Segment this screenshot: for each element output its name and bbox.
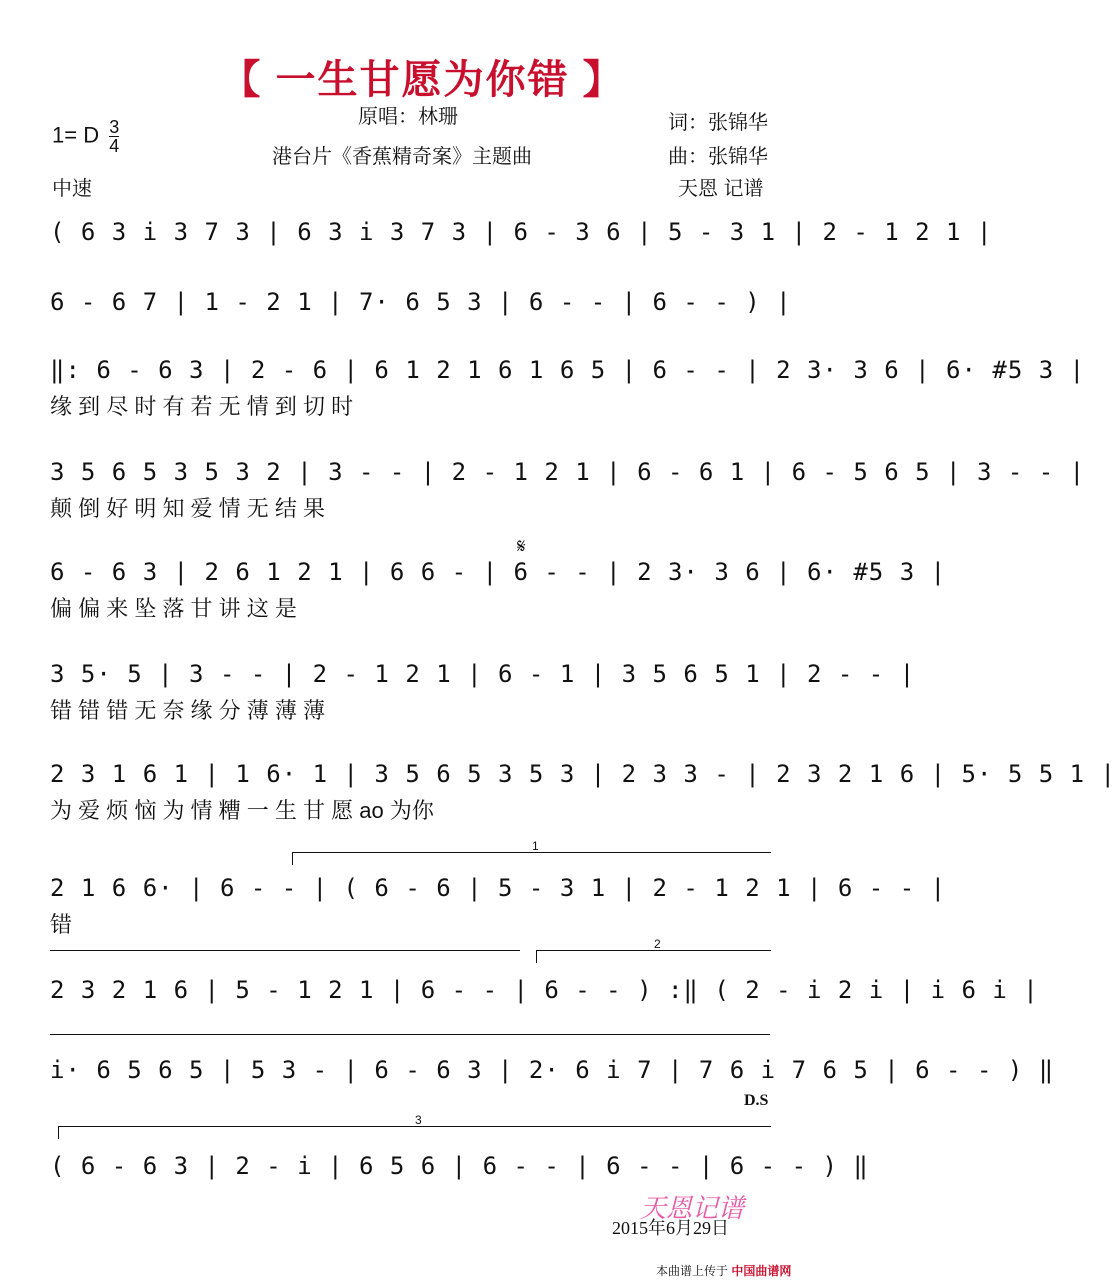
date: 2015年6月29日 — [612, 1218, 729, 1238]
score-row-8 — [0, 874, 947, 944]
score-row-6-lyrics: 错 错 错 无 奈 缘 分 薄 薄 薄 — [50, 698, 326, 723]
score-row-9 — [0, 976, 1039, 1046]
footer-prefix: 本曲谱上传于 — [656, 1264, 729, 1278]
score-row-1-notes: ( 6 3 i 3 7 3 | 6 3 i 3 7 3 | 6 - 3 6 | 5 - 3 1 | 2 - 1 2 1 | — [50, 218, 993, 246]
source-film: 港台片《香蕉精奇案》主题曲 — [272, 146, 532, 168]
score-row-8-notes: 2 1 6 6· | 6 - - | ( 6 - 6 | 5 - 3 1 | 2 - 1 2 1 | 6 - - | — [50, 874, 947, 902]
volta-2-bracket — [536, 937, 771, 963]
volta-2-continuation — [50, 1034, 770, 1035]
site-logo[interactable]: 中国曲谱网 — [731, 1264, 792, 1278]
score-row-4-lyrics: 颠 倒 好 明 知 爱 情 无 结 果 — [50, 496, 326, 521]
time-signature — [109, 118, 119, 155]
volta-2-number: 2 — [654, 937, 661, 951]
score-row-7-notes: 2 3 1 6 1 | 1 6· 1 | 3 5 6 5 3 5 3 | 2 3 3 - | 2 3 2 1 6 | 5· 5 5 1 | — [50, 760, 1116, 788]
volta-3-number: 3 — [415, 1113, 422, 1127]
composer: 曲：张锦华 — [668, 146, 768, 168]
song-title: 【 一生甘愿为你错 】 — [220, 58, 625, 102]
segno-sign: 𝄋 — [517, 536, 526, 558]
transcriber: 天恩 记谱 — [678, 178, 764, 200]
score-row-3-lyrics: 缘 到 尽 时 有 若 无 情 到 切 时 — [50, 394, 354, 419]
score-row-1 — [0, 218, 993, 288]
time-bottom: 4 — [109, 136, 120, 156]
score-row-2 — [0, 288, 845, 358]
transcriber-stamp: 天恩记谱 — [640, 1194, 745, 1223]
volta-1-bracket — [292, 839, 771, 865]
score-row-10-notes: i· 6 5 6 5 | 5 3 - | 6 - 6 3 | 2· 6 i 7 | 7 6 i 7 6 5 | 6 - - ) ‖ — [50, 1056, 1055, 1084]
score-row-9-notes: 2 3 2 1 6 | 5 - 1 2 1 | 6 - - | 6 - - ) :‖ ( 2 - i 2 i | i 6 i | — [50, 976, 1039, 1004]
score-row-11-notes: ( 6 - 6 3 | 2 - i | 6 5 6 | 6 - - | 6 - - | 6 - - ) ‖ — [50, 1152, 869, 1180]
score-row-2-notes: 6 - 6 7 | 1 - 2 1 | 7· 6 5 3 | 6 - - | 6 - - ) | — [50, 288, 792, 316]
score-row-4 — [0, 458, 1086, 528]
score-row-5-lyrics: 偏 偏 来 坠 落 甘 讲 这 是 — [50, 596, 297, 621]
score-row-4-notes: 3 5 6 5 3 5 3 2 | 3 - - | 2 - 1 2 1 | 6 - 6 1 | 6 - 5 6 5 | 3 - - | — [50, 458, 1086, 486]
score-row-10 — [0, 1056, 1055, 1126]
volta-1-number: 1 — [532, 839, 539, 853]
key-signature — [52, 118, 119, 155]
score-row-7-lyrics: 为 爱 烦 恼 为 情 糟 一 生 甘 愿 ao 为你 — [50, 798, 434, 823]
score-row-7 — [0, 760, 1116, 830]
time-top: 3 — [109, 117, 120, 137]
volta-3-bracket — [58, 1113, 771, 1139]
footer — [656, 1262, 791, 1279]
score-row-6 — [0, 660, 916, 730]
tempo: 中速 — [52, 178, 92, 200]
lyricist: 词：张锦华 — [668, 112, 768, 134]
score-row-8-lyrics: 错 — [50, 912, 73, 937]
score-row-5 — [0, 558, 947, 628]
score-row-6-notes: 3 5· 5 | 3 - - | 2 - 1 2 1 | 6 - 1 | 3 5 6 5 1 | 2 - - | — [50, 660, 916, 688]
da-segno-mark: D.S — [744, 1092, 769, 1109]
score-row-3-notes: ‖: 6 - 6 3 | 2 - 6 | 6 1 2 1 6 1 6 5 | 6 - - | 2 3· 3 6 | 6· #5 3 | — [50, 356, 1086, 384]
key-label: 1= D — [52, 122, 100, 148]
score-row-5-notes: 6 - 6 3 | 2 6 1 2 1 | 6 6 - | 6 - - | 2 3· 3 6 | 6· #5 3 | — [50, 558, 947, 586]
volta-1-continuation — [50, 950, 520, 951]
score-row-3 — [0, 356, 1086, 426]
original-singer: 原唱：林珊 — [358, 106, 458, 128]
